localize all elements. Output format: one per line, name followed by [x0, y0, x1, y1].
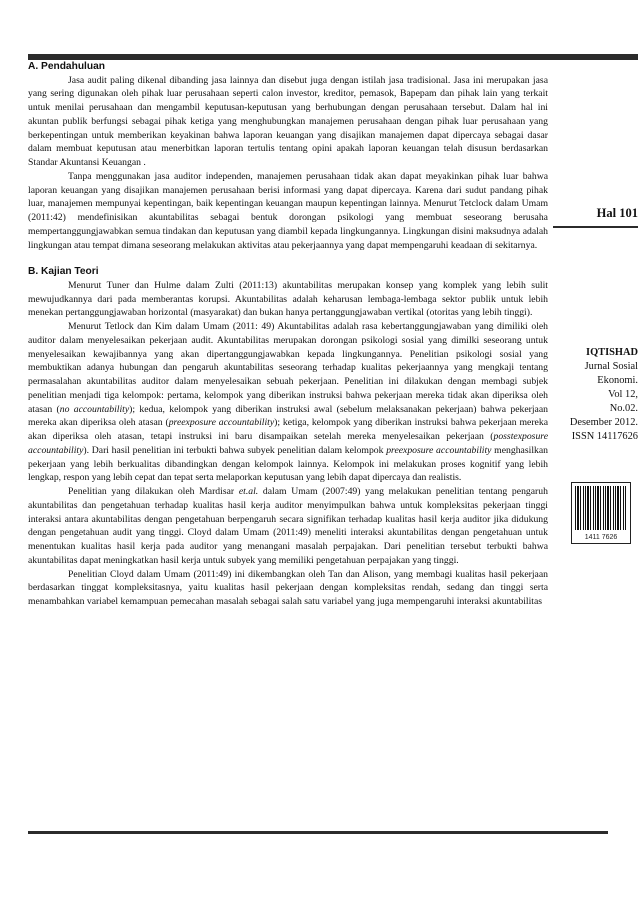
- journal-line: Desember 2012.: [569, 417, 638, 428]
- text-run: menghasilkan pekerjaan yang lebih berkualitas dibandingkan dengan kelompok lainnya. Kelompok ini melakukan proses kognitif yang lebih lengkap, respon yang lebih cepat dan tepat serta melaporkan keputusan yang lebih dapat dipercaya dan realistis.: [28, 444, 548, 484]
- italic-term: no accountability: [59, 403, 130, 415]
- section-b-paragraph-1: Menurut Tuner dan Hulme dalam Zulti (2011:13) akuntabilitas merupakan konsep yang komplek yang lebih sulit mewujudkannya dari pada memberantas korupsi. Akuntabilitas adalah keharusan lembaga-lembaga sektor publik untuk lebih menekan pertanggungjawaban horizontal (masyarakat) dan bukan hanya pertanggungjawaban vertikal (otoritas yang lebih tinggi).: [28, 279, 548, 319]
- journal-line: Vol 12,: [608, 389, 638, 400]
- italic-term: preexposure accountability: [386, 444, 492, 456]
- journal-info: [555, 346, 638, 444]
- journal-line: Ekonomi.: [597, 375, 638, 386]
- section-a-heading: A. Pendahuluan: [28, 61, 105, 72]
- section-b-paragraph-2: [28, 320, 548, 485]
- article-body: [28, 60, 548, 609]
- section-b-paragraph-4: Penelitian Cloyd dalam Umam (2011:49) ini dikembangkan oleh Tan dan Alison, yang membagi kualitas hasil pekerjaan berdasarkan tinggat kompleksitasnya, yaitu kualitas hasil pekerjaan dengan kompleksitas rendah, sedang dan tinggi serta menambahkan variabel kemampuan pemecahan masalah sebagai salah satu variabel yang juga mempengaruhi interaksi akuntabilitas: [28, 568, 548, 607]
- text-run: Penelitian yang dilakukan oleh Mardisar: [68, 486, 239, 497]
- journal-issn: ISSN 14117626: [571, 431, 638, 442]
- section-a-paragraph-1: Jasa audit paling dikenal dibanding jasa lainnya dan disebut juga dengan istilah jasa tradisional. Jasa ini merupakan jasa yang sering digunakan oleh pihak luar perusahaan seperti calon investor, kreditor, pemasok, Bapepam dan pihak lain yang terkait untuk menilai perusahaan dan mengambil keputusan-keputusan yang berhubungan dengan perusahaan tersebut. Dalam hal ini akuntan publik berfungsi sebagai pihak ketiga yang menghubungkan manajemen perusahaan dengan pihak luar perusahaan yang berkepentingan untuk memberikan keyakinan bahwa laporan keuangan yang disajikan manajemen dapat dipercaya sebagai dasar dalam membuat keputusan atau menerbitkan laporan tertulis tentang opini apakah laporan keuangan telah disusun berdasarkan Standar Akuntansi Keuangan .: [28, 74, 548, 168]
- page-number-rule: [553, 226, 638, 228]
- text-run: ); kedua, kelompok yang diberikan instruksi awal (sebelum melaksanakan pekerjaan) bahwa pekerjaan mereka akan diperiksa oleh atasan (: [28, 403, 549, 429]
- text-run: ). Dari hasil penelitian ini terbukti bahwa subyek penelitian dalam kelompok: [83, 444, 387, 456]
- page-number: Hal 101: [596, 206, 638, 220]
- italic-term: preexposure accountability: [168, 417, 275, 429]
- barcode-bars: [575, 486, 627, 530]
- barcode-image: [571, 482, 631, 544]
- italic-term: et.al.: [238, 486, 259, 497]
- section-b-paragraph-3: [28, 485, 548, 568]
- section-a-paragraph-2: Tanpa menggunakan jasa auditor independen, manajemen perusahaan tidak akan dapat meyakinkan pihak luar bahwa laporan keuangan yang disajikan manajemen perusahaan berisi informasi yang dapat dipercaya. Karena dari sudut pandang pihak luar, manajemen mempunyai kepentingan, baik kepentingan keuangan maupun kepentingan lainnya. Menurut Tetclock dalam Umam (2011:42) mendefinisikan akuntabilitas sebagai bentuk dorongan psikologi yang membuat seseorang berusaha mempertanggungjawabkan semua tindakan dan keputusan yang diambil kepada lingkungannya. Lingkungan disini maksudnya adalah lingkungan atau tempat dimana seseorang melakukan aktivitas atau pekerjaannya yang dapat mempengaruhi keadaan di sekitarnya.: [28, 170, 548, 251]
- journal-line: Jurnal Sosial: [584, 361, 638, 372]
- barcode-number: 1411 7626: [584, 534, 618, 541]
- bottom-rule: [28, 831, 608, 834]
- italic-term: posstexposure accountability: [28, 431, 548, 456]
- journal-title: IQTISHAD: [586, 347, 638, 358]
- text-run: dalam Umam (2007:49) yang melakukan penelitian tentang pengaruh akuntabilitas dan pengetahuan terhadap kualitas hasil kerja auditor menyimpulkan bahwa untuk kompleksitas pekerjaan tinggi interaksi antara akuntabilitas dengan pengetahuan berpengaruh secara signifikan terhadap kualitas hasil kerja auditor jika didukung dengan pengetahuan audit yang tinggi. Cloyd dalam Umam (2011:49) meneliti interaksi akuntabilitas dengan pengetahuan untuk menentukan kualitas hasil kerja pada auditor yang menangani masalah perpajakan. Dari penelitian tersebut terbukti bahwa akuntabilitas dapat meningkatkan hasil kerja untuk subyek yang memiliki pengetahuan perpajakan yang tinggi.: [28, 486, 548, 566]
- section-b-heading: B. Kajian Teori: [28, 266, 99, 278]
- text-run: Menurut Tetlock dan Kim dalam Umam (2011: 49) Akuntabilitas adalah rasa kebertanggungjawaban yang dimiliki oleh auditor dalam menyelesaikan pekerjaan audit. Akuntabilitas merupakan dorongan psikologi sosial yang dimilki seseorang untuk menyelesaikan kewajibannya yang akan dipertanggungjawabkan kepada lingkungannya. Penelitian psikologi sosial yang membuktikan adanya hubungan dan pengaruh akuntabilitas seseorang terhadap kualitas pekerjaannya yang mengkaji tentang permasalahan akuntabilitas auditor dalam menyelesaikan sebuah pekerjaan. Penelitian ini dilakukan dengan membagi subjek penelitian menjadi tiga kelompok: pertama, kelompok yang diberikan instruksi bahwa pekerjaan mereka tidak akan diperiksa oleh atasan (: [28, 321, 548, 415]
- text-run: ); ketiga, kelompok yang diberikan instruksi bahwa pekerjaan mereka akan diperiksa oleh atasan, tetapi instruksi ini baru disampaikan setelah mereka menyelesaikan pekerjaan (: [28, 417, 548, 442]
- journal-line: No.02.: [609, 403, 638, 414]
